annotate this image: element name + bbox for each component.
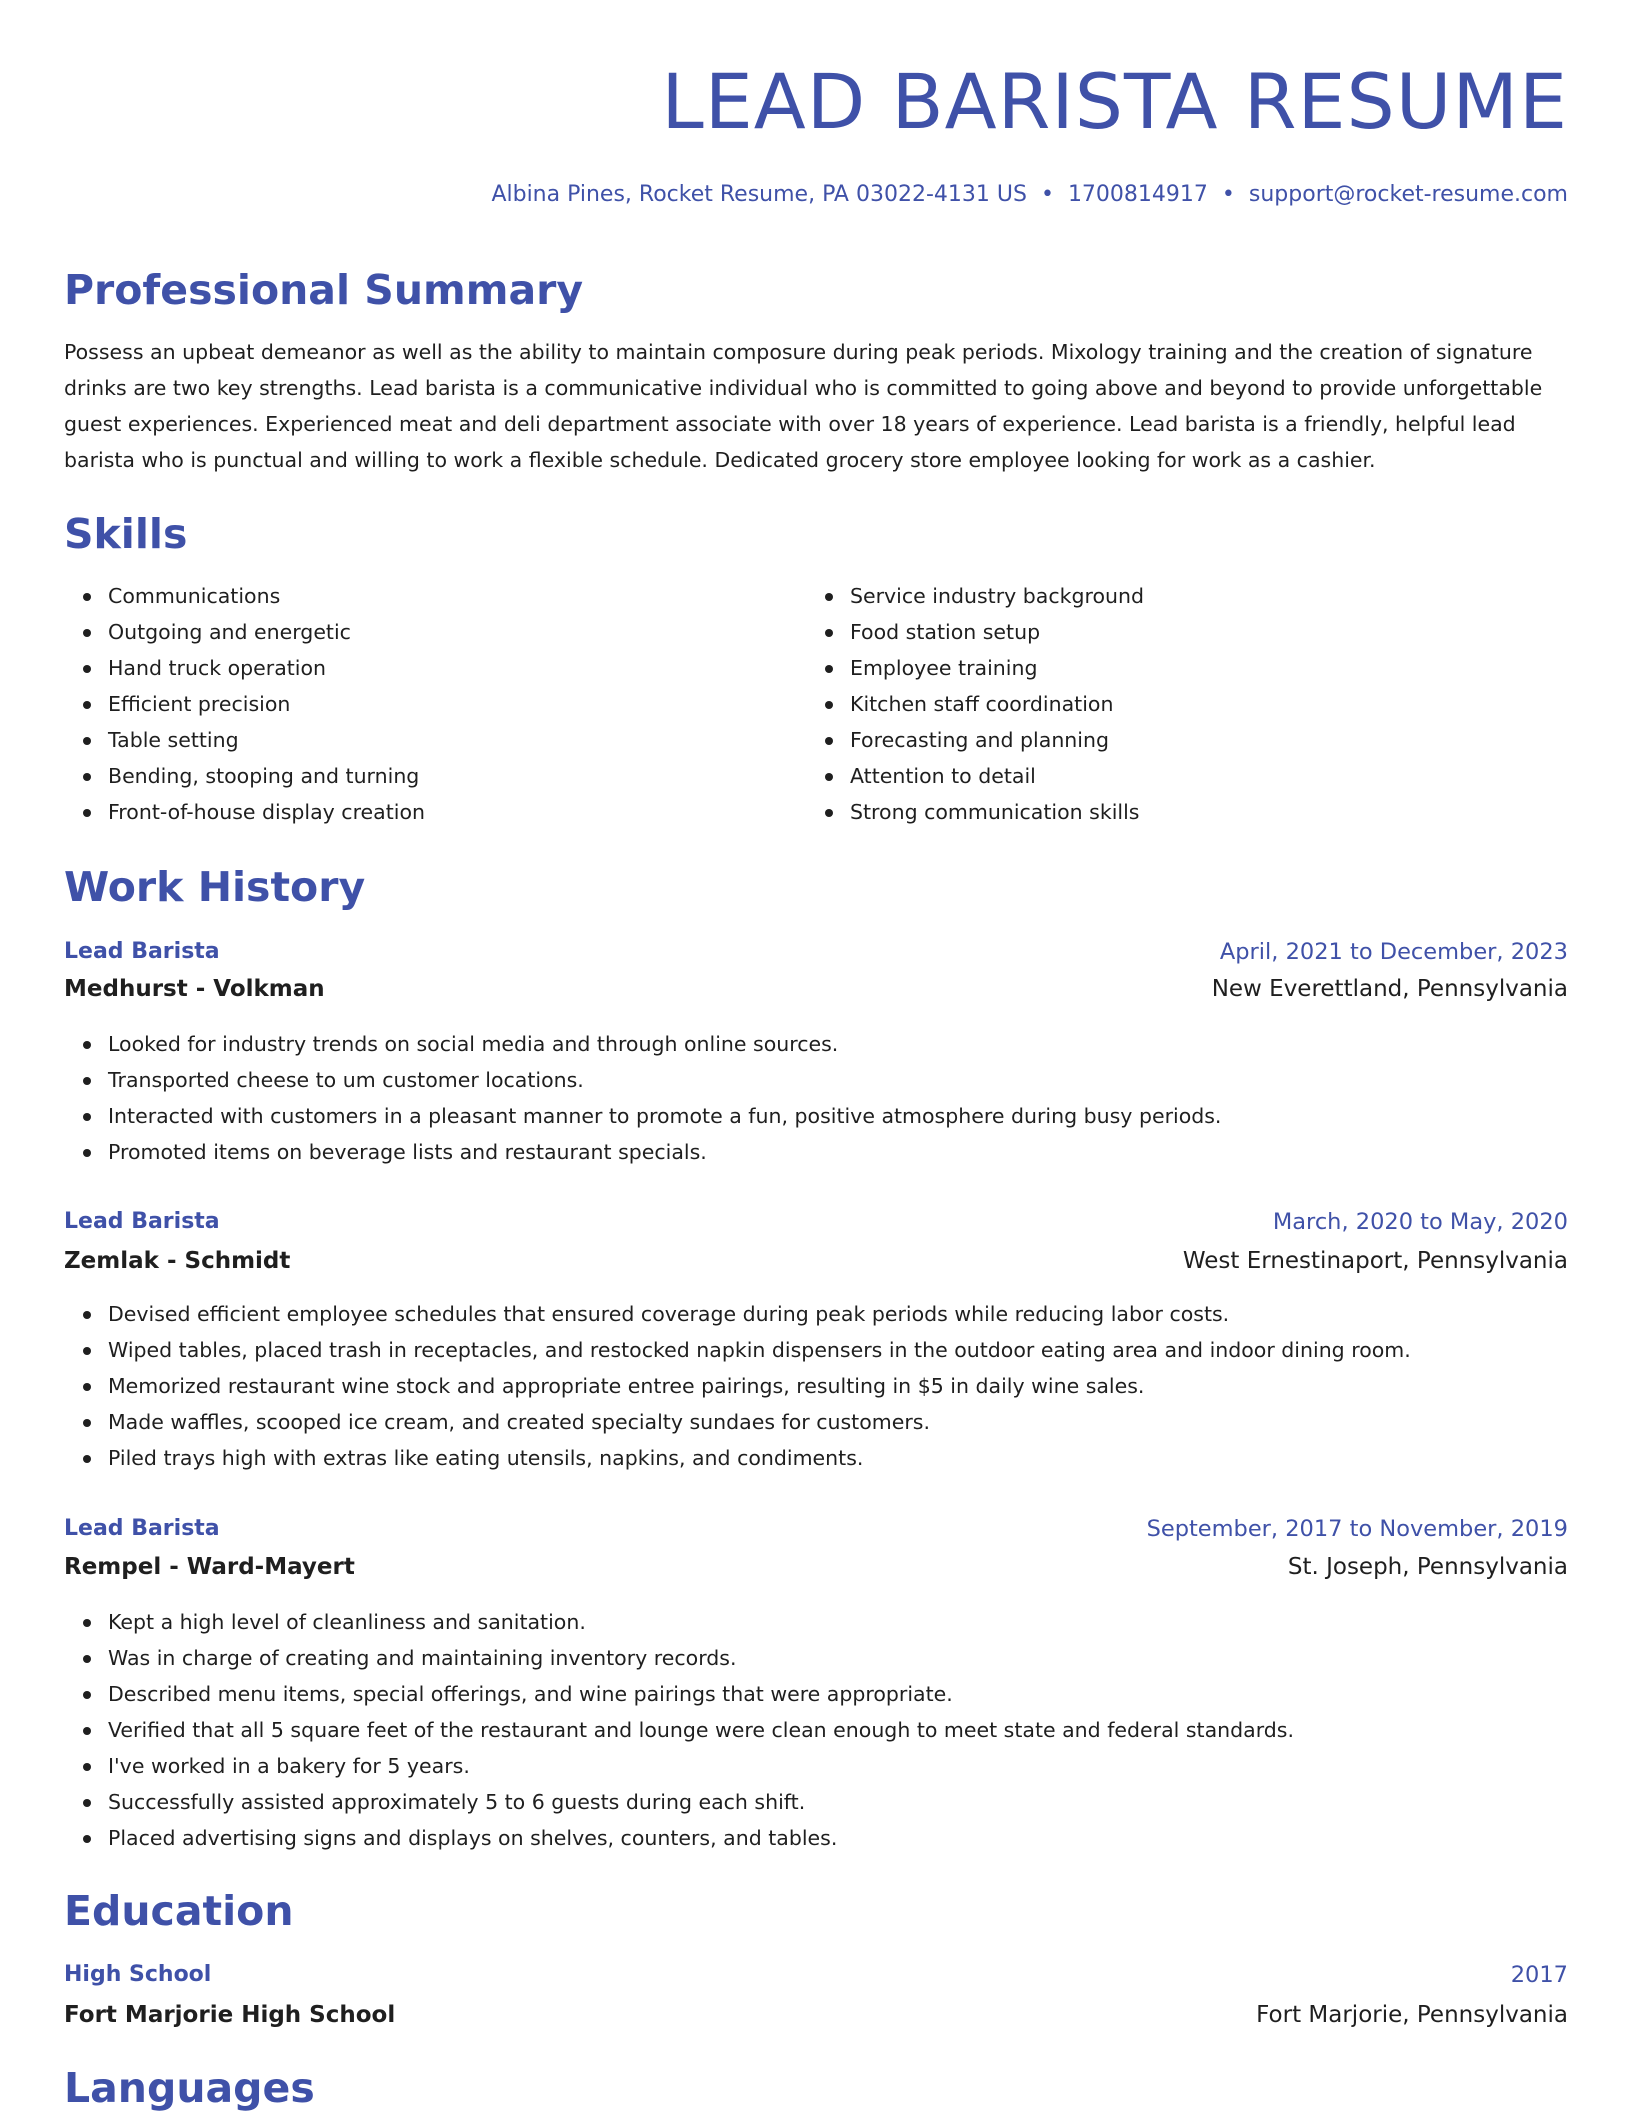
- job-location: New Everettland, Pennsylvania: [1211, 976, 1568, 1002]
- job-location: St. Joseph, Pennsylvania: [1287, 1554, 1568, 1580]
- job-company: Medhurst - Volkman: [64, 976, 325, 1002]
- job-dates: September, 2017 to November, 2019: [1146, 1516, 1568, 1542]
- duty-item: Described menu items, special offerings, and wine pairings that were appropriate.: [108, 1676, 1294, 1712]
- duty-item: Interacted with customers in a pleasant manner to promote a fun, positive atmosphere during busy periods.: [108, 1098, 1221, 1134]
- education-location: Fort Marjorie, Pennsylvania: [1256, 2002, 1568, 2028]
- job-header: [64, 1511, 1568, 1547]
- skill-item: Attention to detail: [850, 758, 1144, 794]
- duty-item: Wiped tables, placed trash in receptacles, and restocked napkin dispensers in the outdoor eating area and indoor dining room.: [108, 1332, 1411, 1368]
- job-dates: April, 2021 to December, 2023: [1219, 939, 1568, 965]
- job-duties: [64, 1604, 1294, 1856]
- summary-text: [64, 334, 1568, 478]
- skill-item: Table setting: [108, 722, 425, 758]
- duty-item: Successfully assisted approximately 5 to 6 guests during each shift.: [108, 1784, 1294, 1820]
- skill-item: Forecasting and planning: [850, 722, 1144, 758]
- duty-item: Placed advertising signs and displays on shelves, counters, and tables.: [108, 1820, 1294, 1856]
- duty-item: Was in charge of creating and maintaining inventory records.: [108, 1640, 1294, 1676]
- skill-item: Communications: [108, 578, 425, 614]
- skill-item: Kitchen staff coordination: [850, 686, 1144, 722]
- duty-item: Devised efficient employee schedules that ensured coverage during peak periods while reducing labor costs.: [108, 1296, 1411, 1332]
- duty-item: Piled trays high with extras like eating utensils, napkins, and condiments.: [108, 1440, 1411, 1476]
- work-heading: Work History: [64, 863, 366, 911]
- job-duties: [64, 1296, 1411, 1476]
- resume-title: LEAD BARISTA RESUME: [661, 57, 1568, 146]
- job-company: Zemlak - Schmidt: [64, 1248, 291, 1274]
- skill-item: Efficient precision: [108, 686, 425, 722]
- duty-item: Transported cheese to um customer locations.: [108, 1062, 1221, 1098]
- languages-heading: Languages: [64, 2064, 315, 2112]
- duty-item: I've worked in a bakery for 5 years.: [108, 1748, 1294, 1784]
- job-company-row: [64, 1549, 1568, 1585]
- education-year: 2017: [1510, 1962, 1568, 1988]
- skill-item: Hand truck operation: [108, 650, 425, 686]
- duty-item: Verified that all 5 square feet of the restaurant and lounge were clean enough to meet state and federal standards.: [108, 1712, 1294, 1748]
- duty-item: Kept a high level of cleanliness and sanitation.: [108, 1604, 1294, 1640]
- job-header: [64, 934, 1568, 970]
- skill-item: Food station setup: [850, 614, 1144, 650]
- skill-item: Service industry background: [850, 578, 1144, 614]
- job-company: Rempel - Ward-Mayert: [64, 1554, 355, 1580]
- duty-item: Looked for industry trends on social media and through online sources.: [108, 1026, 1221, 1062]
- summary-line: Possess an upbeat demeanor as well as the ability to maintain composure during peak periods. Mixology training and the creation of signature: [64, 340, 1533, 364]
- education-heading: Education: [64, 1887, 294, 1935]
- job-title: Lead Barista: [64, 1516, 220, 1541]
- contact-email: support@rocket-resume.com: [1248, 182, 1568, 207]
- education-degree: High School: [64, 1962, 212, 1987]
- job-location: West Ernestinaport, Pennsylvania: [1182, 1248, 1568, 1274]
- duty-item: Made waffles, scooped ice cream, and created specialty sundaes for customers.: [108, 1404, 1411, 1440]
- contact-address: Albina Pines, Rocket Resume, PA 03022-4131 US: [491, 182, 1027, 207]
- job-company-row: [64, 971, 1568, 1007]
- duty-item: Memorized restaurant wine stock and appropriate entree pairings, resulting in $5 in daily wine sales.: [108, 1368, 1411, 1404]
- summary-line: barista who is punctual and willing to work a flexible schedule. Dedicated grocery store employee looking for work as a cashier.: [64, 448, 1376, 472]
- skill-item: Outgoing and energetic: [108, 614, 425, 650]
- skill-item: Strong communication skills: [850, 794, 1144, 830]
- duty-item: Promoted items on beverage lists and restaurant specials.: [108, 1134, 1221, 1170]
- education-school-row: [64, 1997, 1568, 2033]
- summary-line: drinks are two key strengths. Lead barista is a communicative individual who is committed to going above and beyond to provide unforgettable: [64, 376, 1543, 400]
- skills-heading: Skills: [64, 510, 188, 558]
- contact-separator: •: [1040, 182, 1054, 207]
- job-title: Lead Barista: [64, 1209, 220, 1234]
- skill-item: Front-of-house display creation: [108, 794, 425, 830]
- skill-item: Bending, stooping and turning: [108, 758, 425, 794]
- job-company-row: [64, 1243, 1568, 1279]
- contact-phone: 1700814917: [1067, 182, 1208, 207]
- contact-line: [491, 180, 1568, 210]
- job-header: [64, 1204, 1568, 1240]
- skill-item: Employee training: [850, 650, 1144, 686]
- summary-heading: Professional Summary: [64, 266, 584, 314]
- job-title: Lead Barista: [64, 939, 220, 964]
- education-school: Fort Marjorie High School: [64, 2002, 396, 2028]
- summary-line: guest experiences. Experienced meat and deli department associate with over 18 years of experience. Lead barista is a friendly, helpful lead: [64, 412, 1516, 436]
- job-dates: March, 2020 to May, 2020: [1272, 1209, 1568, 1235]
- skills-list-right: [806, 578, 1144, 830]
- education-header: [64, 1957, 1568, 1993]
- skills-list-left: [64, 578, 425, 830]
- job-duties: [64, 1026, 1221, 1170]
- contact-separator: •: [1221, 182, 1235, 207]
